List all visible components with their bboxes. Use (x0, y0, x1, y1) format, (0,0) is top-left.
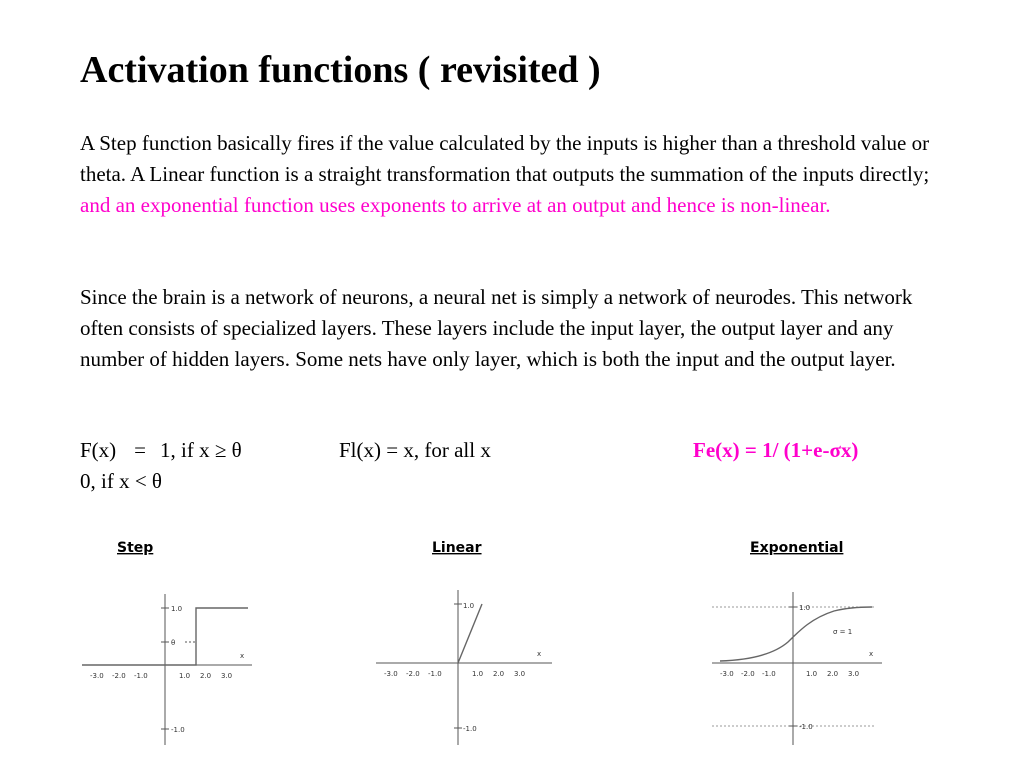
exponential-x-tick: 1.0 (806, 670, 818, 678)
paragraph-neural-network: Since the brain is a network of neurons, a neural net is simply a network of neurodes. This network often consists of specialized layers. These layers include the input layer, the output layer and any number of hidden layers. Some nets have only layer, which is both the input and the output layer. (80, 285, 913, 371)
exponential-graph-title: Exponential (750, 540, 844, 556)
step-x-axis-label: x (240, 652, 245, 660)
exponential-x-tick: -1.0 (762, 670, 776, 678)
exponential-sigma-label: σ = 1 (833, 628, 853, 636)
step-x-tick: -2.0 (112, 672, 126, 680)
linear-y-label-bottom: -1.0 (463, 725, 477, 733)
step-y-label-bottom: -1.0 (171, 726, 185, 734)
step-x-tick: -3.0 (90, 672, 104, 680)
linear-x-axis-label: x (537, 650, 542, 658)
step-x-ticks (90, 672, 232, 680)
linear-x-tick: -2.0 (406, 670, 420, 678)
exponential-graph (706, 530, 896, 750)
exponential-y-label-bottom: -1.0 (799, 723, 813, 731)
linear-x-tick: 2.0 (493, 670, 505, 678)
paragraph-activation-functions (80, 128, 950, 221)
step-x-tick: 3.0 (221, 672, 233, 680)
linear-graph (372, 530, 562, 750)
exponential-x-tick: 3.0 (848, 670, 860, 678)
step-x-tick: -1.0 (134, 672, 148, 680)
step-x-tick: 2.0 (200, 672, 212, 680)
paragraph-1-normal: A Step function basically fires if the value calculated by the inputs is higher than a threshold value or theta. A Linear function is a straight transformation that outputs the summation of the inputs directly; (80, 131, 930, 186)
linear-x-ticks (384, 670, 525, 678)
linear-y-label-top: 1.0 (463, 602, 475, 610)
linear-x-tick: -3.0 (384, 670, 398, 678)
exponential-x-tick: -3.0 (720, 670, 734, 678)
exponential-x-tick: -2.0 (741, 670, 755, 678)
exponential-x-axis-label: x (869, 650, 874, 658)
step-graph (78, 530, 268, 750)
step-y-label-theta: θ (171, 639, 176, 647)
linear-x-tick: 1.0 (472, 670, 484, 678)
exponential-formula: Fe(x) = 1/ (1+e-σx) (693, 438, 859, 462)
linear-graph-title: Linear (432, 540, 482, 556)
exponential-x-tick: 2.0 (827, 670, 839, 678)
linear-x-tick: -1.0 (428, 670, 442, 678)
step-formula-case1: 1, if x ≥ θ (160, 438, 242, 462)
slide-title: Activation functions ( revisited ) (80, 49, 601, 91)
step-formula-eq: = (134, 438, 147, 462)
exponential-x-ticks (720, 670, 859, 678)
exponential-y-label-top: 1.0 (799, 604, 811, 612)
paragraph-1-highlight: and an exponential function uses exponents to arrive at an output and hence is non-linear. (80, 193, 831, 217)
step-y-label-top: 1.0 (171, 605, 183, 613)
step-graph-title: Step (117, 540, 154, 556)
linear-x-tick: 3.0 (514, 670, 526, 678)
linear-formula: Fl(x) = x, for all x (339, 438, 491, 462)
step-formula-lhs: F(x) (80, 438, 117, 462)
step-formula (80, 435, 242, 466)
linear-curve (458, 604, 482, 663)
step-x-tick: 1.0 (179, 672, 191, 680)
step-formula-case2: 0, if x < θ (80, 469, 162, 493)
